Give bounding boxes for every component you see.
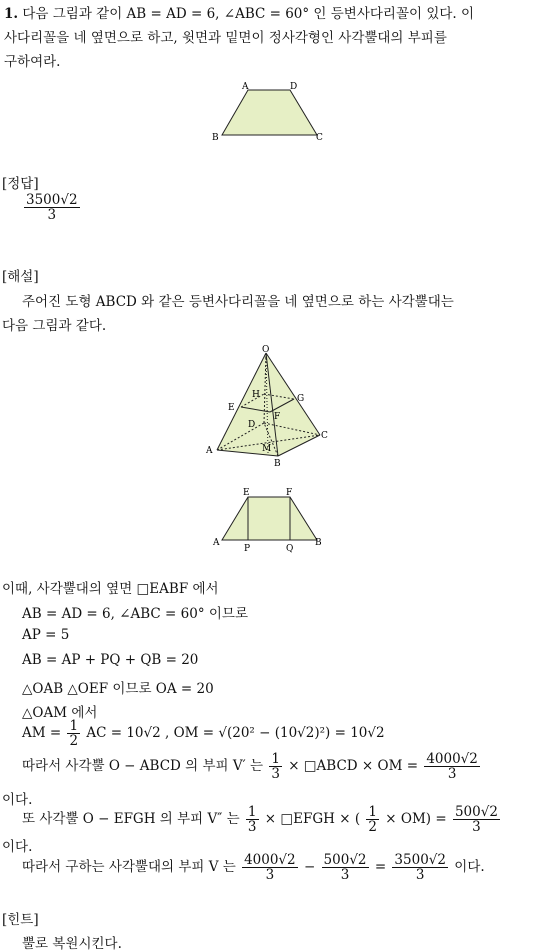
problem-text-1: 다음 그림과 같이 AB = AD = 6, ∠ABC = 60° 인 등변사다리꼴이 있다. 이 [22,6,475,22]
step-8-end: 이다. [2,792,33,808]
problem-line-1 [4,2,474,22]
solution-intro-2: 다음 그림과 같다. [2,318,107,334]
answer-label: [정답] [2,176,39,192]
step-7: AM = $\frac{1}{2}$ AC = 10√2 , OM = √(20² − (10√2)²) = 10√2 [22,718,385,750]
step-8: 따라서 사각뿔 O − ABCD 의 부피 V′ 는 $\frac{1}{3}$ × □ABCD × OM = $\frac{4000√2}{3}$ [22,751,478,783]
svg-text:P: P [244,544,251,554]
svg-text:O: O [262,345,270,355]
solution-label: [해설] [2,269,39,285]
svg-text:G: G [297,394,305,404]
step-2: AB = AD = 6, ∠ABC = 60° 이므로 [22,606,249,622]
problem-number: 1. [4,6,19,22]
svg-text:H: H [252,390,260,400]
svg-text:C: C [321,431,328,441]
svg-text:E: E [243,488,250,498]
svg-text:B: B [315,538,322,548]
step-5: △OAB △OEF 이므로 OA = 20 [22,681,214,697]
step-3: AP = 5 [22,627,70,643]
hint-text: 뿔로 복원시킨다. [22,936,122,952]
label-A: A [242,82,249,92]
hint-label: [힌트] [2,912,39,928]
svg-text:D: D [248,420,256,430]
label-B: B [212,133,219,143]
problem-line-3: 구하여라. [4,54,61,70]
step-6: △OAM 에서 [22,705,98,721]
step-10: 따라서 구하는 사각뿔대의 부피 V 는 $\frac{4000√2}{3}$ − $\frac{500√2}{3}$ = $\frac{3500√2}{3}$ 이다. [22,852,485,884]
svg-text:M: M [262,444,272,454]
svg-text:Q: Q [286,544,294,554]
step-1: 이때, 사각뿔대의 옆면 □EABF 에서 [2,581,219,597]
trapezoid-figure [205,78,330,146]
svg-text:E: E [228,403,235,413]
label-D: D [290,82,298,92]
svg-text:F: F [274,412,281,422]
answer-fraction: $\frac{3500√2}{3}$ [26,192,78,224]
svg-text:A: A [206,446,213,456]
step-9-end: 이다. [2,839,33,855]
svg-text:B: B [274,459,281,469]
solution-intro-1: 주어진 도형 ABCD 와 같은 등변사다리꼴을 네 옆면으로 하는 사각뿔대는 [22,294,454,310]
svg-text:F: F [286,488,293,498]
pyramid-figure [200,343,335,471]
problem-line-2: 사다리꼴을 네 옆면으로 하고, 윗면과 밑면이 정사각형인 사각뿔대의 부피를 [4,30,447,46]
step-9: 또 사각뿔 O − EFGH 의 부피 V″ 는 $\frac{1}{3}$ × □EFGH × ( $\frac{1}{2}$ × OM) = $\frac{500√2}{3}$ [22,804,498,836]
label-C: C [316,133,323,143]
side-face-figure [205,482,330,554]
svg-text:A: A [213,538,220,548]
step-4: AB = AP + PQ + QB = 20 [22,652,199,668]
